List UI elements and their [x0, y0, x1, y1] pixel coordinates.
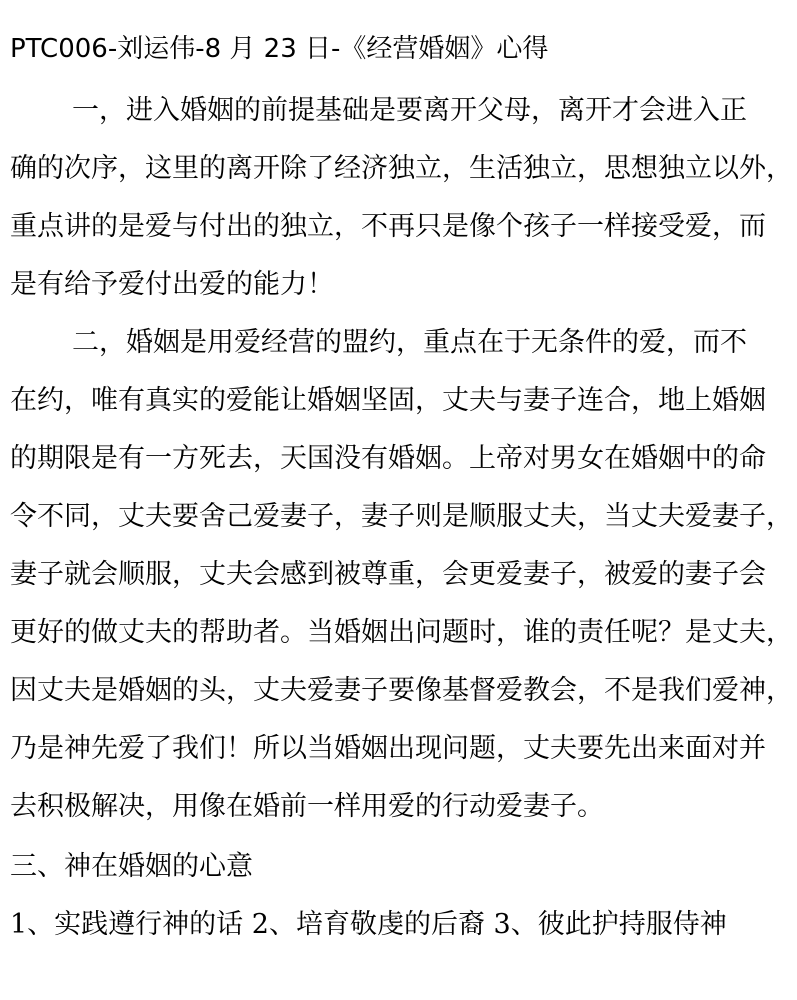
paragraph-line: 去积极解决，用像在婚前一样用爱的行动爱妻子。: [10, 791, 604, 822]
paragraph-line: 的期限是有一方死去，天国没有婚姻。上帝对男女在婚姻中的命: [10, 443, 766, 474]
paragraph-line: 是有给予爱付出爱的能力！: [10, 269, 334, 300]
paragraph-line: 乃是神先爱了我们！所以当婚姻出现问题，丈夫要先出来面对并: [10, 733, 766, 764]
paragraph-line: 确的次序，这里的离开除了经济独立，生活独立，思想独立以外，: [10, 153, 793, 184]
paragraph-line: 令不同，丈夫要舍己爱妻子，妻子则是顺服丈夫，当丈夫爱妻子，: [10, 501, 793, 532]
document-title: PTC006-刘运伟-8 月 23 日-《经营婚姻》心得: [10, 34, 549, 64]
paragraph-line: 二，婚姻是用爱经营的盟约，重点在于无条件的爱，而不: [72, 327, 747, 358]
paragraph-line: 因丈夫是婚姻的头，丈夫爱妻子要像基督爱教会，不是我们爱神，: [10, 675, 793, 706]
paragraph-line: 一，进入婚姻的前提基础是要离开父母，离开才会进入正: [72, 95, 747, 126]
section-3-list: 1、实践遵行神的话 2、培育敬虔的后裔 3、彼此护持服侍神: [10, 909, 727, 940]
section-3-heading: 三、神在婚姻的心意: [10, 851, 253, 882]
paragraph-line: 妻子就会顺服，丈夫会感到被尊重，会更爱妻子，被爱的妻子会: [10, 559, 766, 590]
paragraph-line: 更好的做丈夫的帮助者。当婚姻出问题时，谁的责任呢？是丈夫，: [10, 617, 793, 648]
paragraph-line: 在约，唯有真实的爱能让婚姻坚固，丈夫与妻子连合，地上婚姻: [10, 385, 766, 416]
paragraph-line: 重点讲的是爱与付出的独立，不再只是像个孩子一样接受爱，而: [10, 211, 766, 242]
